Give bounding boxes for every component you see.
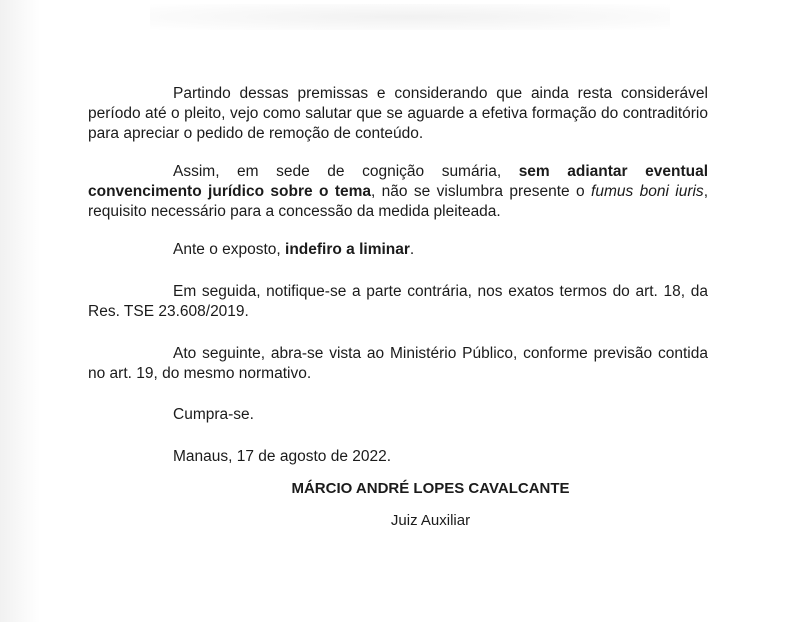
- p2-text-a: Assim, em sede de cognição sumária,: [173, 163, 519, 180]
- p2-text-c: , não se vislumbra presente o: [371, 183, 592, 200]
- p3-text-a: Ante o exposto,: [173, 241, 286, 258]
- paragraph-notificacao: Em seguida, notifique-se a parte contrária, nos exatos termos do art. 18, da Res. TSE 23.608/2019.: [88, 283, 708, 320]
- paragraph-decisao: [88, 240, 708, 260]
- p3-text-c: .: [409, 241, 415, 258]
- paragraph-local-data: Manaus, 17 de agosto de 2022.: [173, 448, 392, 465]
- signature-role: Juiz Auxiliar: [390, 512, 471, 529]
- paragraph-cognicao: [88, 162, 708, 222]
- p3-bold-text: indefiro a liminar: [285, 241, 410, 258]
- document-body: [88, 84, 708, 467]
- paragraph-cumpra: Cumpra-se.: [173, 406, 254, 423]
- signature-name: MÁRCIO ANDRÉ LOPES CAVALCANTE: [291, 480, 570, 497]
- p2-bold-text: sem adiantar eventual convencimento jurídico sobre o tema: [88, 163, 708, 200]
- page-header-bleed: [150, 4, 670, 30]
- paragraph-vista: Ato seguinte, abra-se vista ao Ministério Público, conforme previsão contida no art. 19, do mesmo normativo.: [88, 345, 708, 382]
- p2-text-e: , requisito necessário para a concessão da medida pleiteada.: [88, 183, 708, 220]
- paragraph-premissas: Partindo dessas premissas e considerando que ainda resta considerável período até o pleito, vejo como salutar que se aguarde a efetiva formação do contraditório para apreciar o pedido de remoção de conteúdo.: [88, 85, 708, 142]
- p2-italic-text: fumus boni iuris: [591, 183, 704, 200]
